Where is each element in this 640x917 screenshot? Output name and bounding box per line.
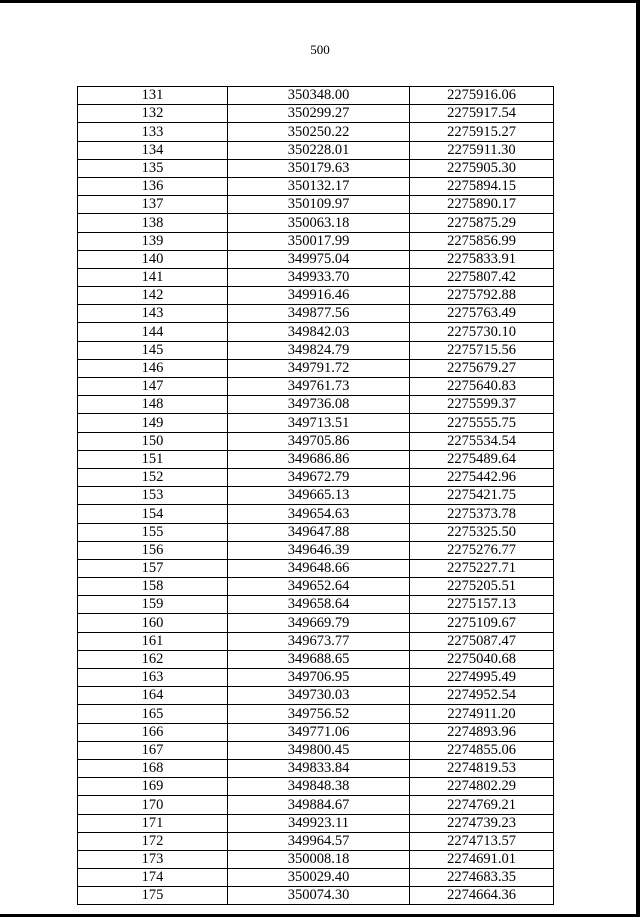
point-number-cell: 146 bbox=[78, 359, 228, 377]
point-number-cell: 151 bbox=[78, 450, 228, 468]
x-coordinate-cell: 349842.03 bbox=[228, 323, 410, 341]
y-coordinate-cell: 2275489.64 bbox=[410, 450, 554, 468]
y-coordinate-cell: 2275807.42 bbox=[410, 268, 554, 286]
table-row bbox=[78, 505, 554, 523]
x-coordinate-cell: 349647.88 bbox=[228, 523, 410, 541]
y-coordinate-cell: 2274855.06 bbox=[410, 741, 554, 759]
table-row bbox=[78, 796, 554, 814]
x-coordinate-cell: 350228.01 bbox=[228, 141, 410, 159]
x-coordinate-cell: 349713.51 bbox=[228, 414, 410, 432]
y-coordinate-cell: 2275421.75 bbox=[410, 487, 554, 505]
y-coordinate-cell: 2275763.49 bbox=[410, 305, 554, 323]
x-coordinate-cell: 349705.86 bbox=[228, 432, 410, 450]
x-coordinate-cell: 350017.99 bbox=[228, 232, 410, 250]
point-number-cell: 136 bbox=[78, 177, 228, 195]
table-row bbox=[78, 850, 554, 868]
point-number-cell: 149 bbox=[78, 414, 228, 432]
table-row bbox=[78, 159, 554, 177]
point-number-cell: 131 bbox=[78, 87, 228, 105]
x-coordinate-cell: 349756.52 bbox=[228, 705, 410, 723]
point-number-cell: 163 bbox=[78, 669, 228, 687]
y-coordinate-cell: 2275442.96 bbox=[410, 468, 554, 486]
table-row bbox=[78, 450, 554, 468]
point-number-cell: 167 bbox=[78, 741, 228, 759]
y-coordinate-cell: 2275911.30 bbox=[410, 141, 554, 159]
x-coordinate-cell: 349848.38 bbox=[228, 778, 410, 796]
table-row bbox=[78, 396, 554, 414]
x-coordinate-cell: 350109.97 bbox=[228, 196, 410, 214]
x-coordinate-cell: 349771.06 bbox=[228, 723, 410, 741]
x-coordinate-cell: 350074.30 bbox=[228, 887, 410, 905]
table-row bbox=[78, 414, 554, 432]
y-coordinate-cell: 2275599.37 bbox=[410, 396, 554, 414]
y-coordinate-cell: 2275227.71 bbox=[410, 559, 554, 577]
y-coordinate-cell: 2275715.56 bbox=[410, 341, 554, 359]
y-coordinate-cell: 2275894.15 bbox=[410, 177, 554, 195]
x-coordinate-cell: 349824.79 bbox=[228, 341, 410, 359]
point-number-cell: 169 bbox=[78, 778, 228, 796]
x-coordinate-cell: 349791.72 bbox=[228, 359, 410, 377]
point-number-cell: 150 bbox=[78, 432, 228, 450]
x-coordinate-cell: 349658.64 bbox=[228, 596, 410, 614]
point-number-cell: 155 bbox=[78, 523, 228, 541]
x-coordinate-cell: 349688.65 bbox=[228, 650, 410, 668]
point-number-cell: 134 bbox=[78, 141, 228, 159]
table-row bbox=[78, 632, 554, 650]
y-coordinate-cell: 2275157.13 bbox=[410, 596, 554, 614]
y-coordinate-cell: 2275915.27 bbox=[410, 123, 554, 141]
point-number-cell: 144 bbox=[78, 323, 228, 341]
y-coordinate-cell: 2274739.23 bbox=[410, 814, 554, 832]
x-coordinate-cell: 349686.86 bbox=[228, 450, 410, 468]
y-coordinate-cell: 2275087.47 bbox=[410, 632, 554, 650]
table-row bbox=[78, 177, 554, 195]
y-coordinate-cell: 2274952.54 bbox=[410, 687, 554, 705]
x-coordinate-cell: 349646.39 bbox=[228, 541, 410, 559]
x-coordinate-cell: 349761.73 bbox=[228, 378, 410, 396]
x-coordinate-cell: 350132.17 bbox=[228, 177, 410, 195]
point-number-cell: 164 bbox=[78, 687, 228, 705]
table-row bbox=[78, 832, 554, 850]
table-row bbox=[78, 287, 554, 305]
y-coordinate-cell: 2275917.54 bbox=[410, 105, 554, 123]
point-number-cell: 160 bbox=[78, 614, 228, 632]
point-number-cell: 172 bbox=[78, 832, 228, 850]
point-number-cell: 159 bbox=[78, 596, 228, 614]
point-number-cell: 166 bbox=[78, 723, 228, 741]
x-coordinate-cell: 349665.13 bbox=[228, 487, 410, 505]
point-number-cell: 158 bbox=[78, 578, 228, 596]
y-coordinate-cell: 2274769.21 bbox=[410, 796, 554, 814]
x-coordinate-cell: 350029.40 bbox=[228, 869, 410, 887]
x-coordinate-cell: 350063.18 bbox=[228, 214, 410, 232]
x-coordinate-cell: 349654.63 bbox=[228, 505, 410, 523]
x-coordinate-cell: 349923.11 bbox=[228, 814, 410, 832]
point-number-cell: 152 bbox=[78, 468, 228, 486]
table-row bbox=[78, 778, 554, 796]
table-row bbox=[78, 559, 554, 577]
point-number-cell: 174 bbox=[78, 869, 228, 887]
y-coordinate-cell: 2275890.17 bbox=[410, 196, 554, 214]
x-coordinate-cell: 349916.46 bbox=[228, 287, 410, 305]
table-row bbox=[78, 487, 554, 505]
y-coordinate-cell: 2274819.53 bbox=[410, 759, 554, 777]
table-row bbox=[78, 87, 554, 105]
table-row bbox=[78, 196, 554, 214]
point-number-cell: 132 bbox=[78, 105, 228, 123]
y-coordinate-cell: 2275555.75 bbox=[410, 414, 554, 432]
x-coordinate-cell: 349933.70 bbox=[228, 268, 410, 286]
y-coordinate-cell: 2274683.35 bbox=[410, 869, 554, 887]
point-number-cell: 161 bbox=[78, 632, 228, 650]
y-coordinate-cell: 2274893.96 bbox=[410, 723, 554, 741]
table-row bbox=[78, 614, 554, 632]
point-number-cell: 168 bbox=[78, 759, 228, 777]
point-number-cell: 141 bbox=[78, 268, 228, 286]
table-row bbox=[78, 869, 554, 887]
x-coordinate-cell: 349975.04 bbox=[228, 250, 410, 268]
table-row bbox=[78, 650, 554, 668]
x-coordinate-cell: 349800.45 bbox=[228, 741, 410, 759]
table-row bbox=[78, 759, 554, 777]
x-coordinate-cell: 349706.95 bbox=[228, 669, 410, 687]
x-coordinate-cell: 349833.84 bbox=[228, 759, 410, 777]
point-number-cell: 154 bbox=[78, 505, 228, 523]
point-number-cell: 140 bbox=[78, 250, 228, 268]
table-row bbox=[78, 141, 554, 159]
y-coordinate-cell: 2274802.29 bbox=[410, 778, 554, 796]
table-row bbox=[78, 214, 554, 232]
point-number-cell: 171 bbox=[78, 814, 228, 832]
y-coordinate-cell: 2275905.30 bbox=[410, 159, 554, 177]
page-number: 500 bbox=[310, 42, 330, 57]
y-coordinate-cell: 2274664.36 bbox=[410, 887, 554, 905]
y-coordinate-cell: 2275679.27 bbox=[410, 359, 554, 377]
x-coordinate-cell: 349884.67 bbox=[228, 796, 410, 814]
table-row bbox=[78, 105, 554, 123]
y-coordinate-cell: 2275109.67 bbox=[410, 614, 554, 632]
y-coordinate-cell: 2275875.29 bbox=[410, 214, 554, 232]
y-coordinate-cell: 2275730.10 bbox=[410, 323, 554, 341]
table-row bbox=[78, 687, 554, 705]
point-number-cell: 165 bbox=[78, 705, 228, 723]
table-row bbox=[78, 887, 554, 905]
point-number-cell: 147 bbox=[78, 378, 228, 396]
point-number-cell: 135 bbox=[78, 159, 228, 177]
table-row bbox=[78, 541, 554, 559]
x-coordinate-cell: 349652.64 bbox=[228, 578, 410, 596]
table-row bbox=[78, 723, 554, 741]
table-row bbox=[78, 741, 554, 759]
table-row bbox=[78, 468, 554, 486]
table-row bbox=[78, 250, 554, 268]
y-coordinate-cell: 2275325.50 bbox=[410, 523, 554, 541]
table-row bbox=[78, 705, 554, 723]
table-row bbox=[78, 378, 554, 396]
table-row bbox=[78, 123, 554, 141]
point-number-cell: 156 bbox=[78, 541, 228, 559]
x-coordinate-cell: 350008.18 bbox=[228, 850, 410, 868]
x-coordinate-cell: 349736.08 bbox=[228, 396, 410, 414]
x-coordinate-cell: 349964.57 bbox=[228, 832, 410, 850]
y-coordinate-cell: 2275856.99 bbox=[410, 232, 554, 250]
y-coordinate-cell: 2274691.01 bbox=[410, 850, 554, 868]
table-row bbox=[78, 432, 554, 450]
point-number-cell: 139 bbox=[78, 232, 228, 250]
point-number-cell: 137 bbox=[78, 196, 228, 214]
y-coordinate-cell: 2275792.88 bbox=[410, 287, 554, 305]
point-number-cell: 153 bbox=[78, 487, 228, 505]
point-number-cell: 145 bbox=[78, 341, 228, 359]
table-row bbox=[78, 359, 554, 377]
y-coordinate-cell: 2275276.77 bbox=[410, 541, 554, 559]
y-coordinate-cell: 2275916.06 bbox=[410, 87, 554, 105]
point-number-cell: 170 bbox=[78, 796, 228, 814]
y-coordinate-cell: 2274713.57 bbox=[410, 832, 554, 850]
table-row bbox=[78, 305, 554, 323]
y-coordinate-cell: 2275833.91 bbox=[410, 250, 554, 268]
point-number-cell: 138 bbox=[78, 214, 228, 232]
coordinates-table-body bbox=[78, 87, 554, 905]
coordinates-table bbox=[77, 86, 554, 905]
y-coordinate-cell: 2274911.20 bbox=[410, 705, 554, 723]
x-coordinate-cell: 349877.56 bbox=[228, 305, 410, 323]
point-number-cell: 173 bbox=[78, 850, 228, 868]
point-number-cell: 143 bbox=[78, 305, 228, 323]
point-number-cell: 148 bbox=[78, 396, 228, 414]
y-coordinate-cell: 2274995.49 bbox=[410, 669, 554, 687]
point-number-cell: 162 bbox=[78, 650, 228, 668]
table-row bbox=[78, 669, 554, 687]
x-coordinate-cell: 349672.79 bbox=[228, 468, 410, 486]
x-coordinate-cell: 349648.66 bbox=[228, 559, 410, 577]
point-number-cell: 142 bbox=[78, 287, 228, 305]
table-row bbox=[78, 341, 554, 359]
x-coordinate-cell: 350299.27 bbox=[228, 105, 410, 123]
table-row bbox=[78, 232, 554, 250]
point-number-cell: 133 bbox=[78, 123, 228, 141]
table-row bbox=[78, 578, 554, 596]
table-row bbox=[78, 323, 554, 341]
table-row bbox=[78, 523, 554, 541]
x-coordinate-cell: 349730.03 bbox=[228, 687, 410, 705]
x-coordinate-cell: 350250.22 bbox=[228, 123, 410, 141]
x-coordinate-cell: 350348.00 bbox=[228, 87, 410, 105]
point-number-cell: 157 bbox=[78, 559, 228, 577]
x-coordinate-cell: 349673.77 bbox=[228, 632, 410, 650]
table-row bbox=[78, 814, 554, 832]
point-number-cell: 175 bbox=[78, 887, 228, 905]
table-row bbox=[78, 596, 554, 614]
x-coordinate-cell: 349669.79 bbox=[228, 614, 410, 632]
x-coordinate-cell: 350179.63 bbox=[228, 159, 410, 177]
y-coordinate-cell: 2275205.51 bbox=[410, 578, 554, 596]
table-row bbox=[78, 268, 554, 286]
y-coordinate-cell: 2275040.68 bbox=[410, 650, 554, 668]
y-coordinate-cell: 2275640.83 bbox=[410, 378, 554, 396]
y-coordinate-cell: 2275534.54 bbox=[410, 432, 554, 450]
y-coordinate-cell: 2275373.78 bbox=[410, 505, 554, 523]
